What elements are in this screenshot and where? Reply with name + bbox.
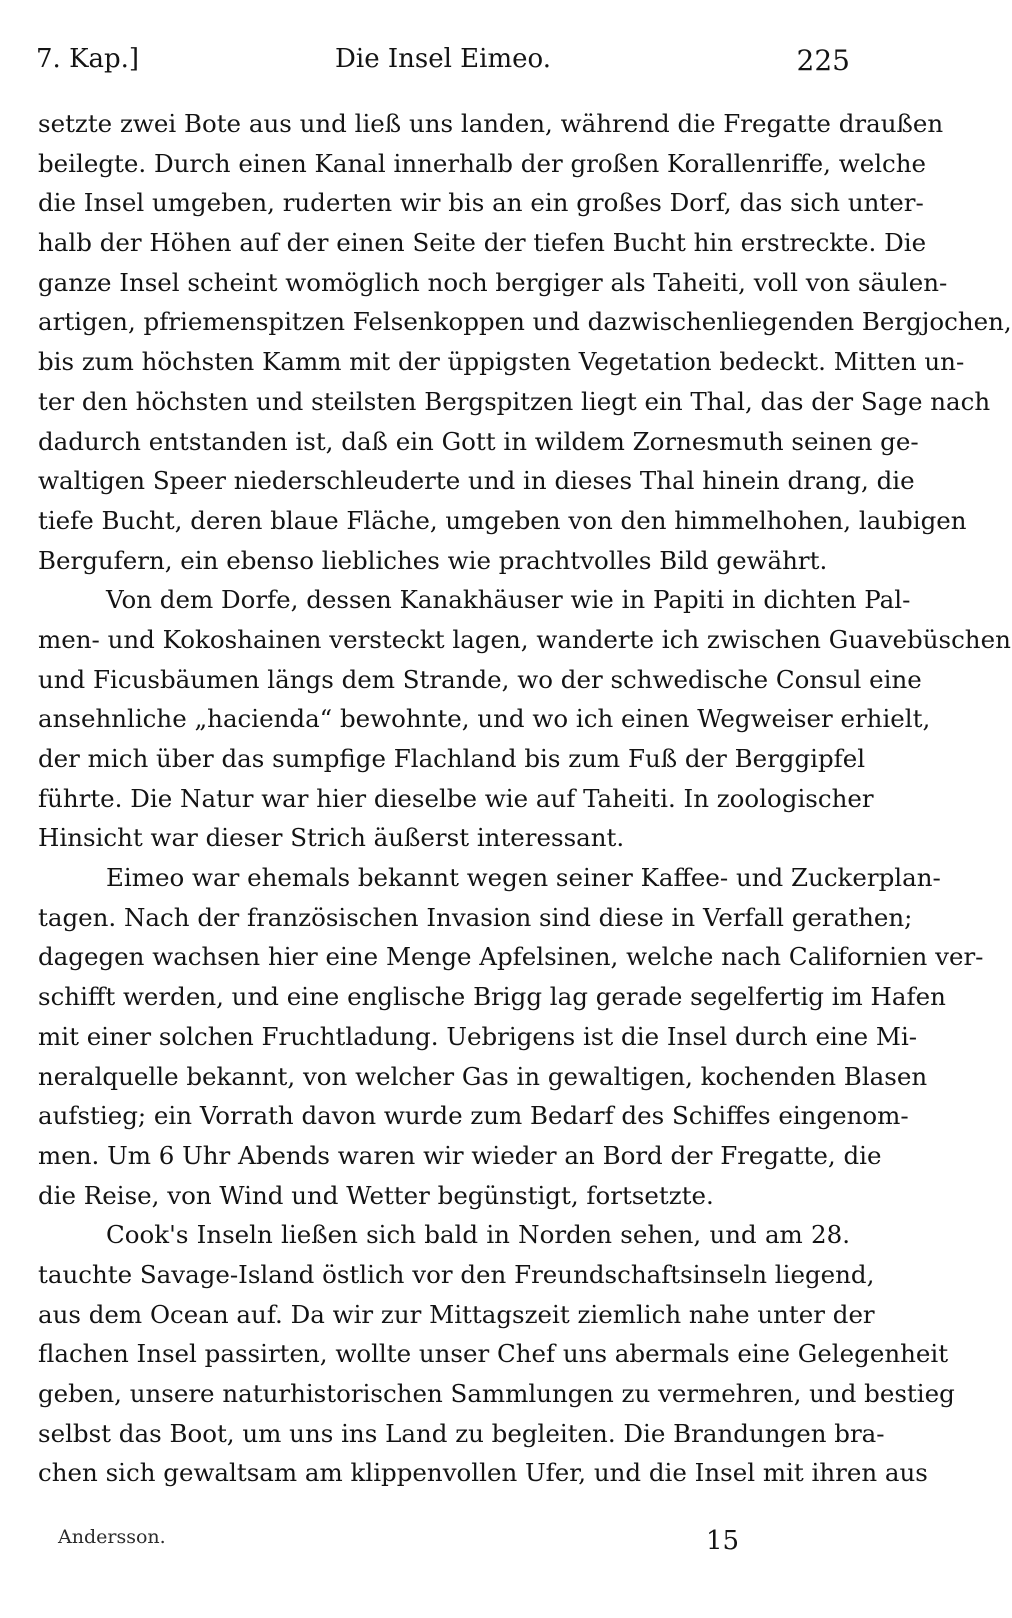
text-line: aus dem Ocean auf. Da wir zur Mittagszeit ziemlich nahe unter der <box>38 1299 875 1329</box>
text-line: halb der Höhen auf der einen Seite der tiefen Bucht hin erstreckte. Die <box>38 228 927 258</box>
text-line: tauchte Savage-Island östlich vor den Freundschaftsinseln liegend, <box>38 1259 875 1289</box>
running-head <box>36 44 850 88</box>
text-line: beilegte. Durch einen Kanal innerhalb der großen Korallenriffe, welche <box>38 148 927 178</box>
text-line: neralquelle bekannt, von welcher Gas in gewaltigen, kochenden Blasen <box>38 1061 928 1091</box>
text-line: tiefe Bucht, deren blaue Fläche, umgeben von den himmelhohen, laubigen <box>38 505 967 535</box>
text-line: chen sich gewaltsam am klippenvollen Ufer, und die Insel mit ihren aus <box>38 1458 928 1488</box>
text-line: ter den höchsten und steilsten Bergspitzen liegt ein Thal, das der Sage nach <box>38 386 991 416</box>
text-line: bis zum höchsten Kamm mit der üppigsten Vegetation bedeckt. Mitten un- <box>38 347 965 377</box>
text-line: tagen. Nach der französischen Invasion sind diese in Verfall gerathen; <box>38 902 913 932</box>
page-footer <box>58 1526 850 1566</box>
chapter-reference: 7. Kap.] <box>36 44 140 74</box>
text-line: Von dem Dorfe, dessen Kanakhäuser wie in Papiti in dichten Pal- <box>106 585 911 615</box>
text-line: dadurch entstanden ist, daß ein Gott in wildem Zornesmuth seinen ge- <box>38 426 919 456</box>
text-line: ansehnliche „hacienda“ bewohnte, und wo ich einen Wegweiser erhielt, <box>38 704 931 734</box>
text-line: aufstieg; ein Vorrath davon wurde zum Bedarf des Schiffes eingenom- <box>38 1101 909 1131</box>
text-line: führte. Die Natur war hier dieselbe wie auf Taheiti. In zoologischer <box>38 783 874 813</box>
text-line: men- und Kokoshainen versteckt lagen, wanderte ich zwischen Guavebüschen <box>38 624 1011 654</box>
text-line: schifft werden, und eine englische Brigg lag gerade segelfertig im Hafen <box>38 982 946 1012</box>
text-line: dagegen wachsen hier eine Menge Apfelsinen, welche nach Californien ver- <box>38 942 984 972</box>
signature-mark: Andersson. <box>58 1526 166 1548</box>
text-line: men. Um 6 Uhr Abends waren wir wieder an Bord der Fregatte, die <box>38 1140 882 1170</box>
running-title: Die Insel Eimeo. <box>335 44 551 74</box>
text-line: der mich über das sumpfige Flachland bis zum Fuß der Berggipfel <box>38 744 866 773</box>
sheet-number: 15 <box>706 1526 740 1556</box>
text-line: geben, unsere naturhistorischen Sammlungen zu vermehren, und bestieg <box>38 1379 955 1408</box>
text-line: Hinsicht war dieser Strich äußerst interessant. <box>38 823 625 853</box>
text-line: waltigen Speer niederschleuderte und in dieses Thal hinein drang, die <box>38 466 915 496</box>
text-line: selbst das Boot, um uns ins Land zu begleiten. Die Brandungen bra- <box>38 1418 885 1448</box>
text-line: die Reise, von Wind und Wetter begünstigt, fortsetzte. <box>38 1180 714 1210</box>
text-line: mit einer solchen Fruchtladung. Uebrigens ist die Insel durch eine Mi- <box>38 1021 918 1051</box>
text-line: Eimeo war ehemals bekannt wegen seiner Kaffee- und Zuckerplan- <box>106 863 941 893</box>
text-line: und Ficusbäumen längs dem Strande, wo der schwedische Consul eine <box>38 664 922 694</box>
text-line: Bergufern, ein ebenso liebliches wie prachtvolles Bild gewährt. <box>38 545 828 575</box>
body-text <box>38 104 1012 1493</box>
page-number: 225 <box>796 44 850 77</box>
text-line: flachen Insel passirten, wollte unser Chef uns abermals eine Gelegenheit <box>38 1339 949 1369</box>
text-line: Cook's Inseln ließen sich bald in Norden sehen, und am 28. <box>106 1220 850 1250</box>
text-line: artigen, pfriemenspitzen Felsenkoppen und dazwischenliegenden Bergjochen, <box>38 307 1012 337</box>
text-line: setzte zwei Bote aus und ließ uns landen, während die Fregatte draußen <box>38 109 944 138</box>
text-line: ganze Insel scheint womöglich noch bergiger als Taheiti, voll von säulen- <box>38 267 948 297</box>
text-line: die Insel umgeben, ruderten wir bis an ein großes Dorf, das sich unter- <box>38 188 924 218</box>
